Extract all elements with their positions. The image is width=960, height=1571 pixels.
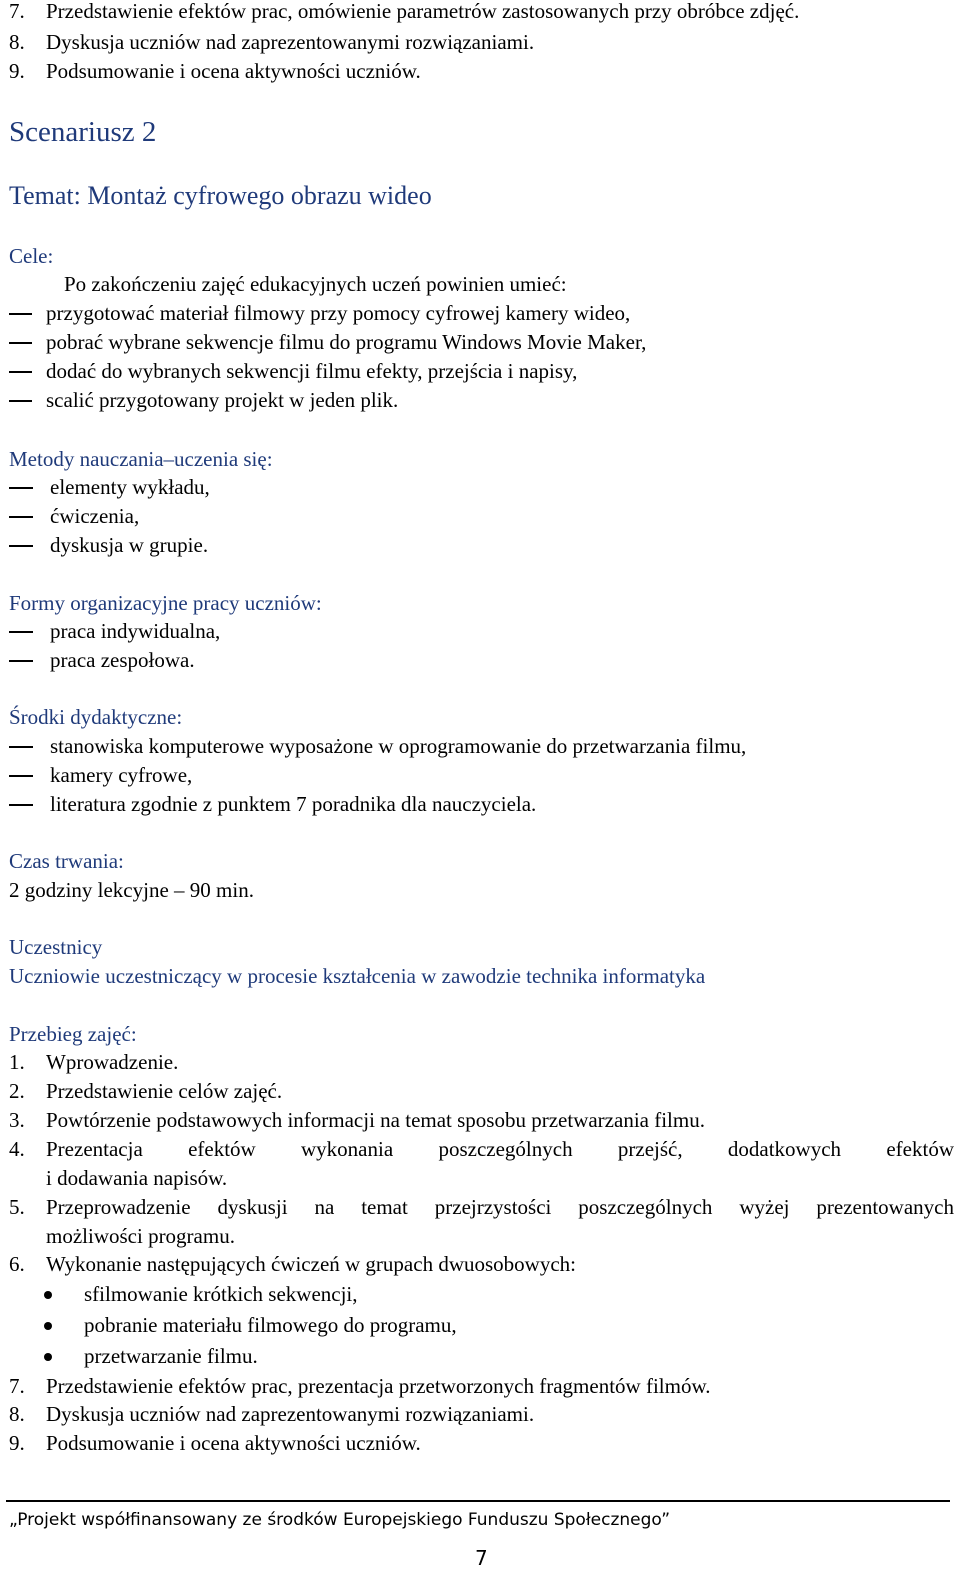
bullet-dot — [44, 1353, 52, 1361]
footer-text: „Projekt współfinansowany ze środków Europejskiego Funduszu Społecznego” — [9, 1510, 671, 1530]
course-step: Przedstawienie celów zajęć. — [46, 1079, 283, 1103]
form-item: praca indywidualna, — [50, 619, 221, 643]
resource-item: kamery cyfrowe, — [50, 763, 193, 787]
resource-item: stanowiska komputerowe wyposażone w oprogramowanie do przetwarzania filmu, — [50, 734, 747, 758]
course-step: Przeprowadzenie dyskusji na temat przejrzystości poszczególnych wyżej prezentowanych — [46, 1195, 954, 1219]
dash-bullet — [9, 545, 33, 547]
topic-heading: Temat: Montaż cyfrowego obrazu wideo — [9, 181, 432, 210]
list-number: 3. — [9, 1108, 25, 1132]
goal-item: przygotować materiał filmowy przy pomocy cyfrowej kamery wideo, — [46, 301, 631, 325]
method-item: elementy wykładu, — [50, 475, 210, 499]
goal-item: pobrać wybrane sekwencje filmu do programu Windows Movie Maker, — [46, 330, 647, 354]
course-step: Prezentacja efektów wykonania poszczególnych przejść, dodatkowych efektów — [46, 1137, 954, 1161]
course-step-continued: możliwości programu. — [46, 1224, 235, 1248]
scenario-title: Scenariusz 2 — [9, 116, 157, 148]
participants-heading: Uczestnicy — [9, 935, 103, 959]
dash-bullet — [9, 487, 33, 489]
dash-bullet — [9, 371, 32, 373]
list-number: 5. — [9, 1195, 25, 1219]
methods-heading: Metody nauczania–uczenia się: — [9, 447, 273, 471]
list-number: 9. — [9, 59, 25, 83]
dash-bullet — [9, 342, 32, 344]
list-number: 4. — [9, 1137, 25, 1161]
resources-heading: Środki dydaktyczne: — [9, 705, 183, 729]
dash-bullet — [9, 516, 33, 518]
form-item: praca zespołowa. — [50, 648, 195, 672]
dash-bullet — [9, 400, 32, 402]
course-step: Dyskusja uczniów nad zaprezentowanymi rozwiązaniami. — [46, 1402, 535, 1426]
resource-item: literatura zgodnie z punktem 7 poradnika dla nauczyciela. — [50, 792, 537, 816]
course-step: Podsumowanie i ocena aktywności uczniów. — [46, 1431, 421, 1455]
list-number: 9. — [9, 1431, 25, 1455]
dash-bullet — [9, 631, 33, 633]
course-step-continued: i dodawania napisów. — [46, 1166, 228, 1190]
goals-intro: Po zakończeniu zajęć edukacyjnych uczeń powinien umieć: — [64, 272, 567, 296]
course-step: Powtórzenie podstawowych informacji na temat sposobu przetwarzania filmu. — [46, 1108, 705, 1132]
duration-heading: Czas trwania: — [9, 849, 124, 873]
list-number: 8. — [9, 30, 25, 54]
page-number: 7 — [475, 1546, 488, 1570]
list-number: 7. — [9, 0, 25, 23]
dash-bullet — [9, 313, 32, 315]
goals-heading: Cele: — [9, 244, 54, 268]
forms-heading: Formy organizacyjne pracy uczniów: — [9, 591, 322, 615]
dash-bullet — [9, 660, 33, 662]
course-step: Wprowadzenie. — [46, 1050, 179, 1074]
method-item: ćwiczenia, — [50, 504, 140, 528]
list-number: 7. — [9, 1374, 25, 1398]
list-item: Przedstawienie efektów prac, omówienie parametrów zastosowanych przy obróbce zdjęć. — [46, 0, 800, 23]
list-number: 2. — [9, 1079, 25, 1103]
exercise-item: przetwarzanie filmu. — [84, 1344, 258, 1368]
course-step: Wykonanie następujących ćwiczeń w grupach dwuosobowych: — [46, 1252, 576, 1276]
goal-item: dodać do wybranych sekwencji filmu efekty, przejścia i napisy, — [46, 359, 578, 383]
dash-bullet — [9, 746, 33, 748]
dash-bullet — [9, 775, 33, 777]
list-number: 6. — [9, 1252, 25, 1276]
bullet-dot — [44, 1322, 52, 1330]
course-heading: Przebieg zajęć: — [9, 1022, 137, 1046]
exercise-item: pobranie materiału filmowego do programu, — [84, 1313, 457, 1337]
list-item: Podsumowanie i ocena aktywności uczniów. — [46, 59, 421, 83]
exercise-item: sfilmowanie krótkich sekwencji, — [84, 1282, 358, 1306]
list-number: 1. — [9, 1050, 25, 1074]
list-number: 8. — [9, 1402, 25, 1426]
duration-value: 2 godziny lekcyjne – 90 min. — [9, 878, 254, 902]
course-step: Przedstawienie efektów prac, prezentacja przetworzonych fragmentów filmów. — [46, 1374, 711, 1398]
list-item: Dyskusja uczniów nad zaprezentowanymi rozwiązaniami. — [46, 30, 535, 54]
dash-bullet — [9, 804, 33, 806]
footer-rule — [6, 1500, 950, 1502]
method-item: dyskusja w grupie. — [50, 533, 209, 557]
goal-item: scalić przygotowany projekt w jeden plik. — [46, 388, 399, 412]
participants-value: Uczniowie uczestniczący w procesie kształcenia w zawodzie technika informatyka — [9, 964, 706, 988]
bullet-dot — [44, 1291, 52, 1299]
